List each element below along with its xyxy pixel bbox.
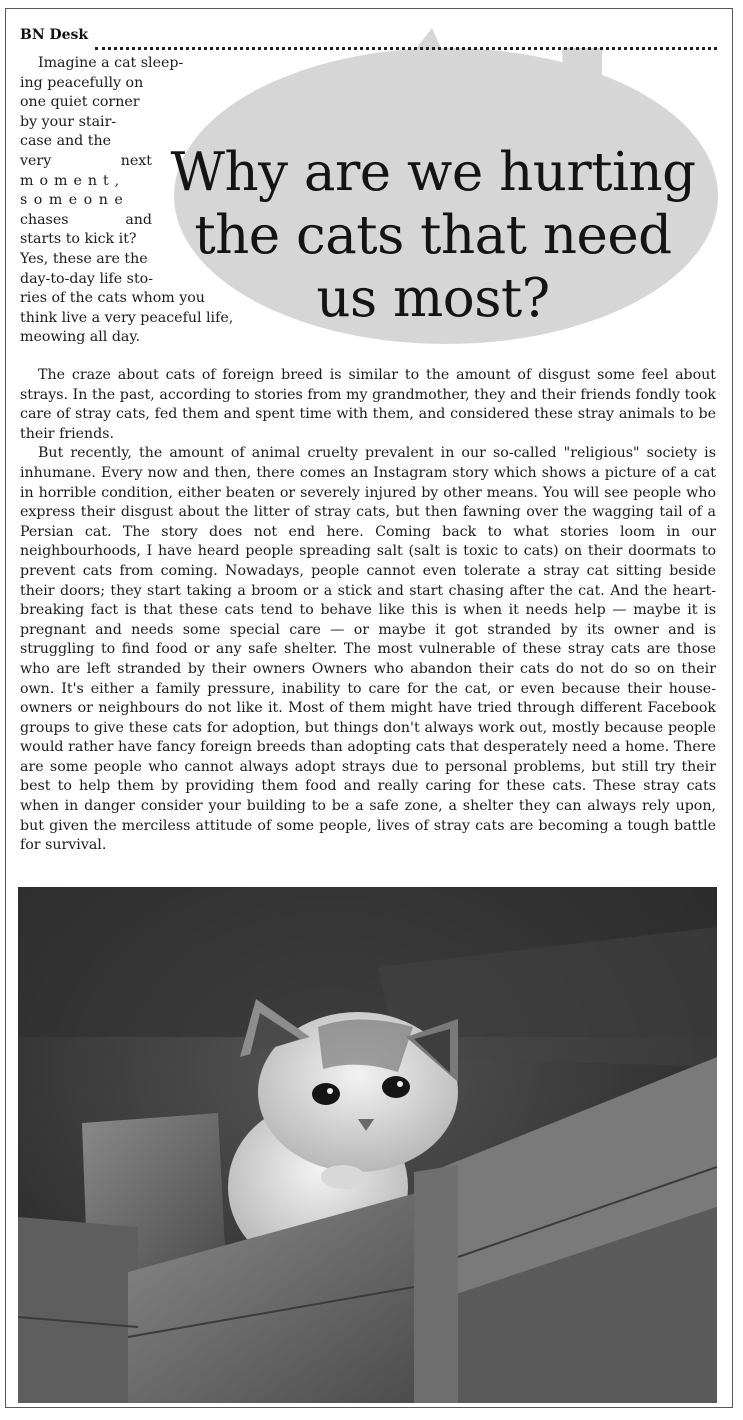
intro-line: Imagine a cat sleep- [38,55,184,71]
intro-line: meowing all day. [20,329,141,346]
intro-line: ing peacefully on [20,74,144,91]
paragraph: The craze about cats of foreign breed is similar to the amount of disgust some feel about strays. In the past, according to stories from my grandmother, they and their friends fondly took care of stray cats, fed them and spent time with them, and considered these stray animals to be their friends. [20,367,716,442]
intro-line: very next [20,152,152,169]
intro-line: starts to kick it? [20,231,137,248]
intro-line: Yes, these are the [20,250,148,267]
intro-line: ries of the cats whom you [20,290,205,307]
intro-column [20,54,234,348]
intro-line: someone [20,192,130,209]
intro-line: one quiet corner [20,94,140,111]
headline: Why are we hurting the cats that need us most? [170,141,696,329]
intro-line: by your stair- [20,113,117,130]
intro-line: day-to-day life sto- [20,270,154,287]
intro-line: case and the [20,133,112,150]
kitten-photo [18,887,717,1403]
paragraph: But recently, the amount of animal cruelty prevalent in our so-called "religious" society is inhumane. Every now and then, there comes an Instagram story which shows a picture of a cat in horrible condition, either beaten or severely injured by other means. You will see people who express their disgust about the litter of stray cats, but then fawning over the wagging tail of a Persian cat. The story does not end here. Coming back to what stories loom in our neighbourhoods, I have heard people spreading salt (salt is toxic to cats) on their doormats to prevent cats from coming. Nowadays, people cannot even tolerate a stray cat sitting beside their doors; they start taking a broom or a stick and start chasing after the cat. And the heart-breaking fact is that these cats tend to behave like this is when it needs help — maybe it is pregnant and needs some special care — or maybe it got stranded by its owner and is struggling to find food or any safe shelter. The most vulnerable of these stray cats are those who are left stranded by their owners Owners who abandon their cats do not do so on their own. It's either a family pressure, inability to care for the cat, or even because their house-owners or neighbours do not like it. Most of them might have tried through different Facebook groups to give these cats for adoption, but things don't always work out, mostly because people would rather have fancy foreign breeds than adopting cats that desperately need a home. There are some people who cannot always adopt strays due to personal problems, but still try their best to help them by providing them food and really caring for these cats. These stray cats when in danger consider your building to be a safe zone, a shelter they can always rely upon, but given the merciless attitude of some people, lives of stray cats are becoming a tough battle for survival. [20,445,716,854]
article-body [20,366,716,856]
intro-line: think live a very peaceful life, [20,309,234,326]
intro-line: chases and [20,211,152,228]
intro-line: moment, [20,172,126,189]
dotted-rule [95,47,717,50]
byline: BN Desk [20,27,89,43]
